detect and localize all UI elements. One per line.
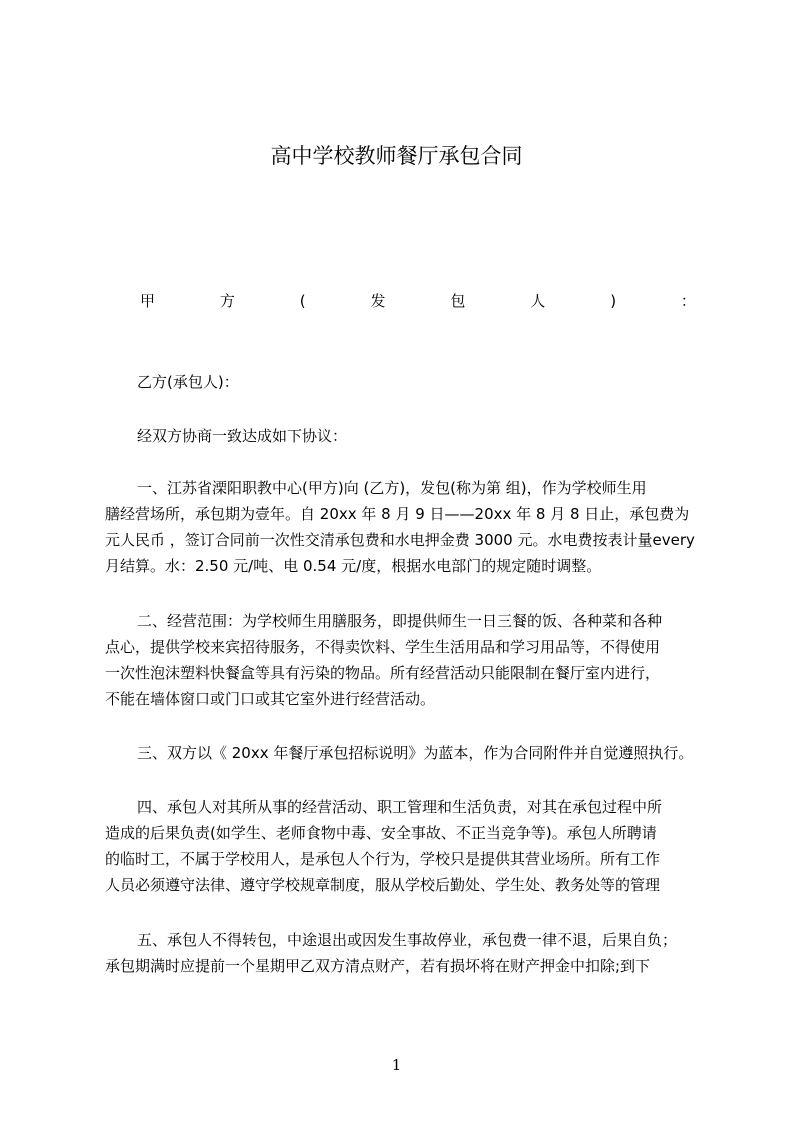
party-a-char: ( <box>299 292 306 310</box>
clause-2-line: 二、经营范围：为学校师生用膳服务，即提供师生一日三餐的饭、各种菜和各种 <box>137 612 663 630</box>
party-a-char: ) <box>610 292 617 310</box>
page-number: 1 <box>391 1056 402 1074</box>
party-a-char: 发 <box>370 292 386 310</box>
clause-3-line: 三、双方以《 20xx 年餐厅承包招标说明》为蓝本，作为合同附件并自觉遵照执行。 <box>137 744 694 762</box>
clause-1-line: 元人民币 ，签订合同前一次性交清承包费和水电押金费 3000 元。水电费按表计量every <box>105 531 695 549</box>
clause-5-line: 五、承包人不得转包，中途退出或因发生事故停业，承包费一律不退，后果自负； <box>137 931 678 949</box>
party-b-line: 乙方(承包人)： <box>137 373 239 391</box>
clause-4-line: 人员必须遵守法律、遵守学校规章制度，服从学校后勤处、学生处、教务处等的管理 <box>105 876 661 894</box>
clause-2-line: 点心，提供学校来宾招待服务，不得卖饮料、学生生活用品和学习用品等，不得使用 <box>105 638 661 656</box>
party-a-line <box>140 290 696 312</box>
clause-5-line: 承包期满时应提前一个星期甲乙双方清点财产，若有损坏将在财产押金中扣除;到下 <box>105 957 651 975</box>
party-a-char: ： <box>680 292 696 310</box>
agreement-intro: 经双方协商一致达成如下协议： <box>137 427 348 445</box>
party-a-char: 包 <box>450 292 466 310</box>
party-a-char: 人 <box>530 292 546 310</box>
clause-4-line: 四、承包人对其所从事的经营活动、职工管理和生活负责，对其在承包过程中所 <box>137 798 663 816</box>
clause-4-line: 造成的后果负责(如学生、老师食物中毒、安全事故、不正当竞争等)。承包人所聘请 <box>105 824 657 842</box>
clause-2-line: 不能在墙体窗口或门口或其它室外进行经营活动。 <box>105 690 436 708</box>
page-title: 高中学校教师餐厅承包合同 <box>270 144 523 168</box>
clause-1-line: 膳经营场所，承包期为壹年。自 20xx 年 8 月 9 日——20xx 年 8 月 8 日止，承包费为 <box>105 505 690 523</box>
party-a-char: 甲 <box>140 292 156 310</box>
clause-2-line: 一次性泡沫塑料快餐盒等具有污染的物品。所有经营活动只能限制在餐厅室内进行， <box>105 664 661 682</box>
clause-1-line: 一、江苏省溧阳职教中心(甲方)向 (乙方)，发包(称为第 组)，作为学校师生用 <box>137 479 647 497</box>
clause-4-line: 的临时工，不属于学校用人，是承包人个行为，学校只是提供其营业场所。所有工作 <box>105 850 661 868</box>
clause-1-line: 月结算。水：2.50 元/吨、电 0.54 元/度，根据水电部门的规定随时调整。 <box>105 557 602 575</box>
party-a-char: 方 <box>219 292 235 310</box>
